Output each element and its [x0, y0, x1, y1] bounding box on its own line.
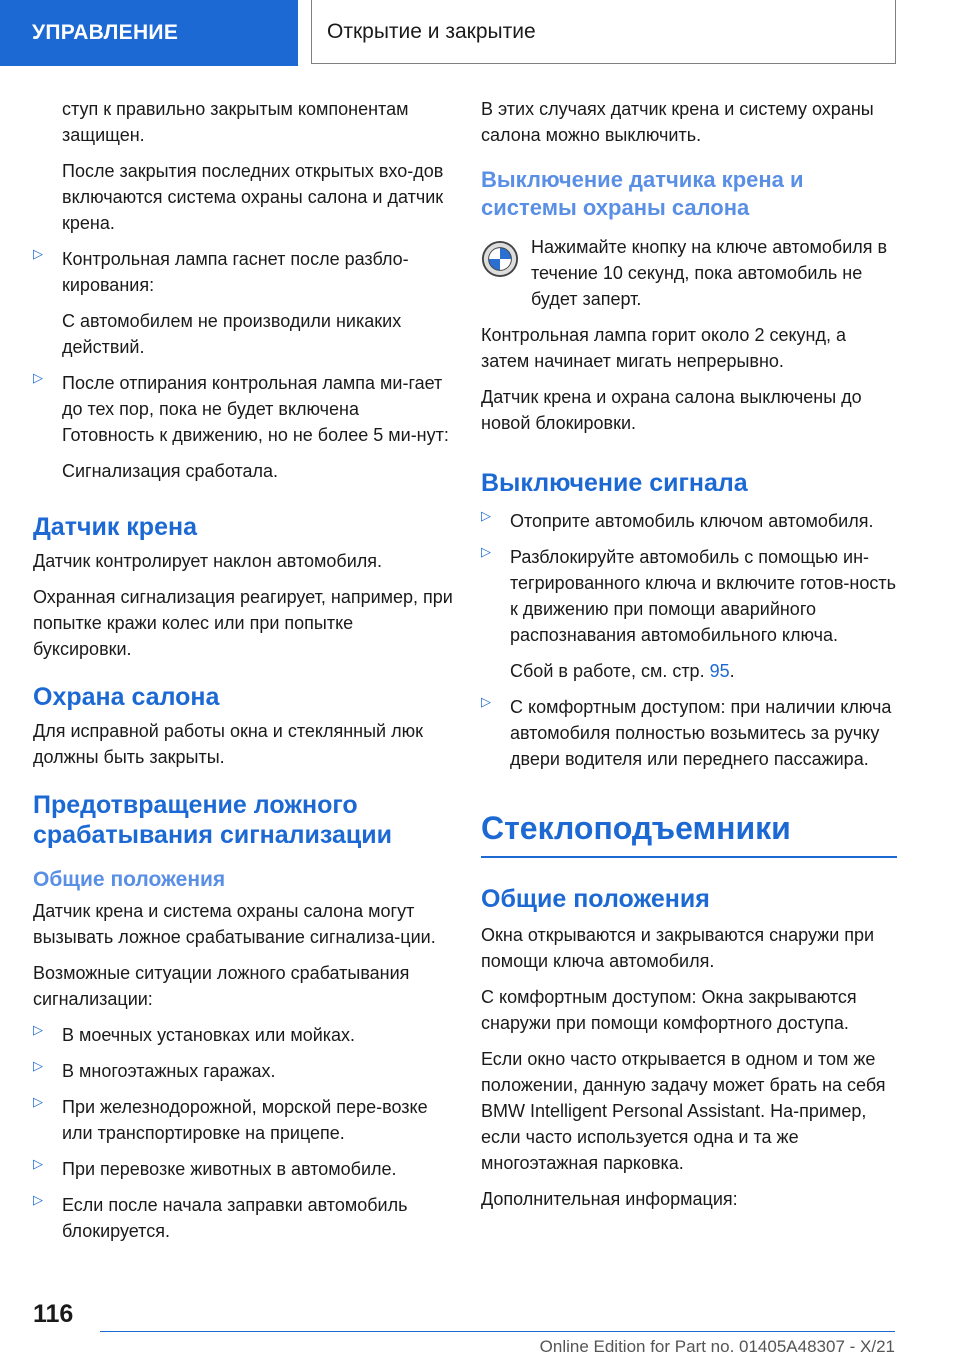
intro-paragraph: После закрытия последних открытых вхо-дов включаются система охраны салона и датчик крена.	[62, 161, 444, 233]
list-item-text: При железнодорожной, морской пере-возке или транспортировке на прицепе.	[62, 1097, 428, 1143]
list-item	[33, 1192, 453, 1244]
triangle-right-outline-icon: ▷	[33, 1094, 43, 1109]
footer-rule	[100, 1331, 895, 1332]
triangle-right-outline-icon: ▷	[33, 370, 43, 385]
paragraph: Нажимайте кнопку на ключе автомобиля в течение 10 секунд, пока автомобиль не будет заперт.	[531, 237, 888, 309]
list-item	[33, 1022, 453, 1048]
page-link[interactable]: 95	[709, 661, 730, 681]
list-item	[33, 370, 453, 484]
list-item	[481, 544, 897, 684]
list-item	[33, 246, 453, 360]
paragraph: Датчик крена и система охраны салона могут вызывать ложное срабатывание сигнализа-ции.	[33, 901, 436, 947]
paragraph: Датчик контролирует наклон автомобиля.	[33, 551, 382, 571]
heading-tilt-sensor: Датчик крена	[33, 513, 197, 541]
list-item	[33, 1058, 453, 1084]
list-item-text: Контрольная лампа гаснет после разбло-кирования:	[62, 249, 409, 295]
footer-edition: Online Edition for Part no. 01405A48307 - X/21	[539, 1337, 895, 1356]
paragraph: Датчик крена и охрана салона выключены до новой блокировки.	[481, 387, 862, 433]
list-item-text: Отоприте автомобиль ключом автомобиля.	[510, 511, 874, 531]
list-item	[33, 1156, 453, 1182]
paragraph: Для исправной работы окна и стеклянный люк должны быть закрыты.	[33, 721, 423, 767]
bmw-logo-icon	[481, 240, 519, 278]
list-item-text: При перевозке животных в автомобиле.	[62, 1159, 397, 1179]
heading-rule	[481, 856, 897, 858]
paragraph: С комфортным доступом: Окна закрываются снаружи при помощи комфортного доступа.	[481, 987, 857, 1033]
list-item	[481, 694, 897, 772]
right-column	[481, 96, 897, 1222]
list-item-text: Если после начала заправки автомобиль блокируется.	[62, 1195, 408, 1241]
list-item	[33, 1094, 453, 1146]
paragraph: Если окно часто открывается в одном и том же положении, данную задачу может брать на себя BMW Intelligent Personal Assistant. На-пример, если часто используется одна и та же многоэтажная парковка.	[481, 1049, 886, 1173]
heading-false-alarm: Предотвращение ложного срабатывания сигнализации	[33, 791, 393, 849]
triangle-right-outline-icon: ▷	[33, 246, 43, 261]
triangle-right-outline-icon: ▷	[33, 1156, 43, 1171]
paragraph: Окна открываются и закрываются снаружи при помощи ключа автомобиля.	[481, 925, 875, 971]
triangle-right-outline-icon: ▷	[481, 544, 491, 559]
paragraph: Возможные ситуации ложного срабатывания сигнализации:	[33, 963, 410, 1009]
heading-windows: Стеклоподъемники	[481, 810, 791, 846]
page-reference-suffix: .	[729, 661, 735, 681]
left-column	[33, 96, 453, 1254]
list-item-text: В многоэтажных гаражах.	[62, 1061, 276, 1081]
section-tab: УПРАВЛЕНИЕ	[0, 0, 298, 66]
list-item-text: В моечных установках или мойках.	[62, 1025, 356, 1045]
page-reference-prefix: Сбой в работе, см. стр.	[510, 661, 710, 681]
heading-disable-sensors: Выключение датчика крена и системы охраны салона	[481, 167, 804, 220]
triangle-right-outline-icon: ▷	[33, 1058, 43, 1073]
heading-interior-protection: Охрана салона	[33, 683, 220, 711]
list-item-text: С комфортным доступом: при наличии ключа автомобиля полностью возьмитесь за ручку двери водителя или переднего пассажира.	[510, 697, 892, 769]
list-item-subtext: Сигнализация сработала.	[62, 461, 279, 481]
triangle-right-outline-icon: ▷	[33, 1192, 43, 1207]
page-number: 116	[33, 1300, 74, 1328]
list-item-text: Разблокируйте автомобиль с помощью ин-тегрированного ключа и включите готов-ность к движению при помощи аварийного распознавания автомобильного ключа.	[510, 547, 896, 645]
triangle-right-outline-icon: ▷	[481, 694, 491, 709]
paragraph: В этих случаях датчик крена и систему охраны салона можно выключить.	[481, 99, 874, 145]
paragraph: Дополнительная информация:	[481, 1189, 738, 1209]
list-item-subtext	[510, 658, 897, 684]
heading-alarm-off: Выключение сигнала	[481, 469, 748, 497]
heading-windows-general: Общие положения	[481, 885, 710, 913]
list-item-text: После отпирания контрольная лампа ми-гает до тех пор, пока не будет включена Готовность к движению, но не более 5 ми-нут:	[62, 373, 449, 445]
subheading-general: Общие положения	[33, 868, 226, 891]
chapter-title: Открытие и закрытие	[311, 0, 896, 64]
intro-paragraph: ступ к правильно закрытым компонентам защищен.	[62, 99, 409, 145]
list-item-subtext: С автомобилем не производили никаких действий.	[62, 311, 402, 357]
list-item	[481, 508, 897, 534]
paragraph: Охранная сигнализация реагирует, например, при попытке кражи колес или при попытке буксировки.	[33, 587, 453, 659]
key-instruction	[481, 234, 897, 312]
paragraph: Контрольная лампа горит около 2 секунд, а затем начинает мигать непрерывно.	[481, 325, 847, 371]
triangle-right-outline-icon: ▷	[33, 1022, 43, 1037]
triangle-right-outline-icon: ▷	[481, 508, 491, 523]
